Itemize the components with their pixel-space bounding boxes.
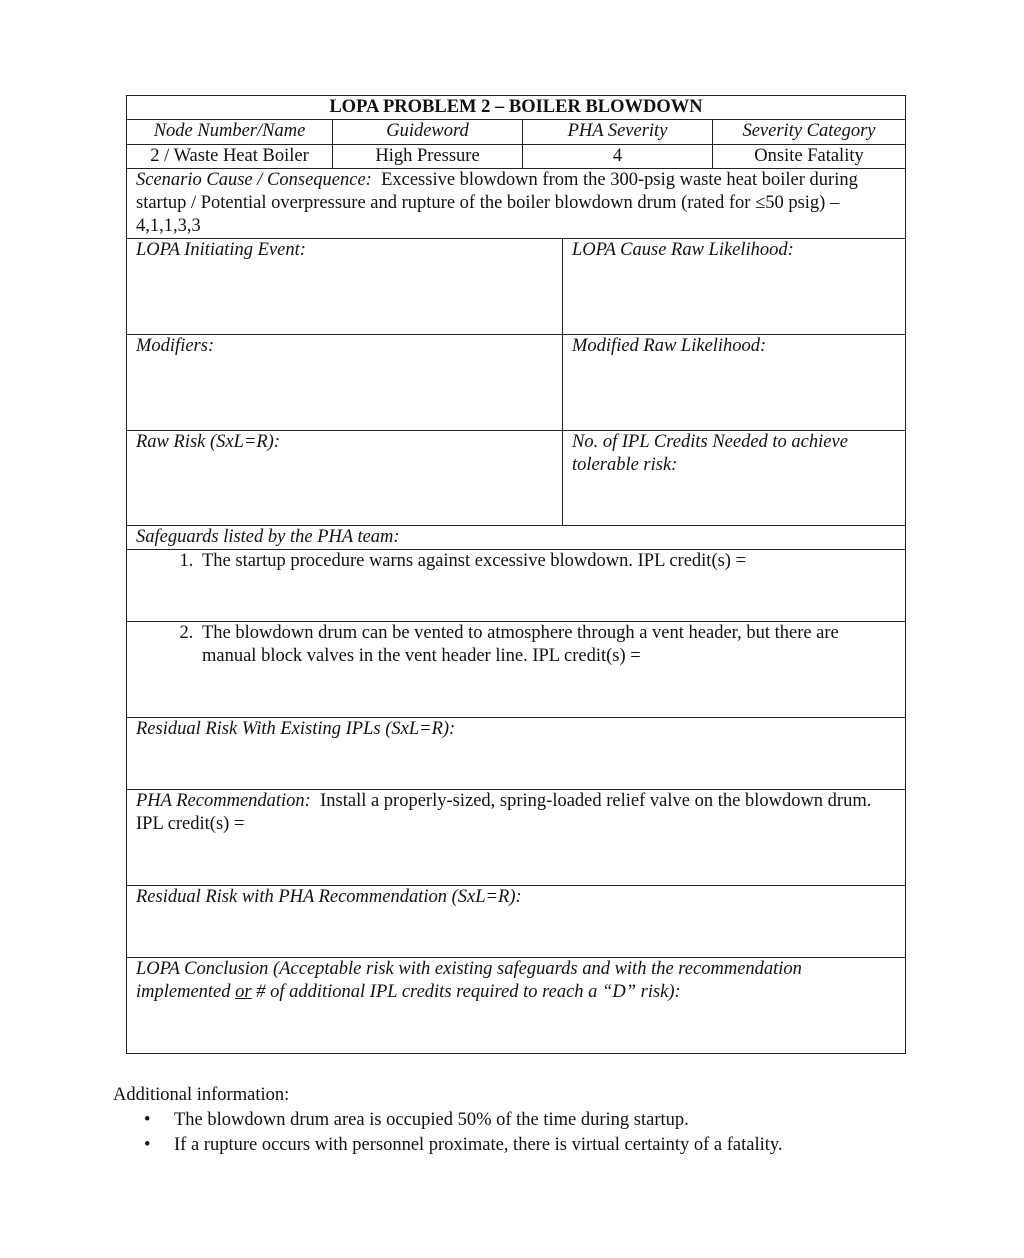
conclusion-text-2: # of additional IPL credits required to reach a “D” risk): xyxy=(251,982,681,1002)
safeguard-item: 1. The startup procedure warns against excessive blowdown. IPL credit(s) = xyxy=(198,550,896,573)
pha-recommendation-cell xyxy=(127,790,906,886)
worksheet-title: LOPA PROBLEM 2 – BOILER BLOWDOWN xyxy=(127,96,906,120)
scenario-cell xyxy=(127,169,906,239)
lopa-worksheet-table xyxy=(126,95,906,1054)
initiating-event-cell: LOPA Initiating Event: xyxy=(127,239,563,335)
bullet-icon: • xyxy=(144,1135,151,1155)
additional-item xyxy=(144,1133,783,1158)
additional-list xyxy=(113,1108,783,1158)
header-pha-severity: PHA Severity xyxy=(523,120,713,145)
cause-raw-likelihood-cell: LOPA Cause Raw Likelihood: xyxy=(563,239,906,335)
header-guideword: Guideword xyxy=(333,120,523,145)
conclusion-text-1: LOPA Conclusion (Acceptable risk with existing safeguards and with the recommendation implemented xyxy=(136,959,802,1002)
ipl-credits-needed-cell: No. of IPL Credits Needed to achieve tolerable risk: xyxy=(563,431,906,526)
recommendation-text: Install a properly-sized, spring-loaded relief valve on the blowdown drum. IPL credit(s) = xyxy=(136,791,872,834)
safeguard-1-cell xyxy=(127,550,906,622)
additional-item-text: The blowdown drum area is occupied 50% of the time during startup. xyxy=(174,1110,689,1130)
header-severity-category: Severity Category xyxy=(713,120,906,145)
conclusion-or: or xyxy=(235,982,252,1002)
safeguards-heading: Safeguards listed by the PHA team: xyxy=(127,526,906,550)
residual-risk-recommendation-cell: Residual Risk with PHA Recommendation (SxL=R): xyxy=(127,886,906,958)
modified-raw-likelihood-cell: Modified Raw Likelihood: xyxy=(563,335,906,431)
scenario-text: Excessive blowdown from the 300-psig waste heat boiler during startup / Potential overpressure and rupture of the boiler blowdown drum (rated for ≤50 psig) – 4,1,1,3,3 xyxy=(136,170,858,236)
safeguard-2-cell xyxy=(127,622,906,718)
bullet-icon: • xyxy=(144,1110,151,1130)
value-node: 2 / Waste Heat Boiler xyxy=(127,145,333,169)
value-pha-severity: 4 xyxy=(523,145,713,169)
safeguard-item: 2. The blowdown drum can be vented to atmosphere through a vent header, but there are manual block valves in the vent header line. IPL credit(s) = xyxy=(198,622,896,668)
additional-information xyxy=(113,1083,783,1158)
scenario-label: Scenario Cause / Consequence: xyxy=(136,170,372,190)
recommendation-label: PHA Recommendation: xyxy=(136,791,311,811)
additional-heading: Additional information: xyxy=(113,1085,290,1105)
value-guideword: High Pressure xyxy=(333,145,523,169)
lopa-conclusion-cell xyxy=(127,958,906,1054)
value-severity-category: Onsite Fatality xyxy=(713,145,906,169)
modifiers-cell: Modifiers: xyxy=(127,335,563,431)
raw-risk-cell: Raw Risk (SxL=R): xyxy=(127,431,563,526)
additional-item-text: If a rupture occurs with personnel proximate, there is virtual certainty of a fatality. xyxy=(174,1135,783,1155)
residual-risk-existing-cell: Residual Risk With Existing IPLs (SxL=R): xyxy=(127,718,906,790)
header-node: Node Number/Name xyxy=(127,120,333,145)
additional-item xyxy=(144,1108,783,1133)
